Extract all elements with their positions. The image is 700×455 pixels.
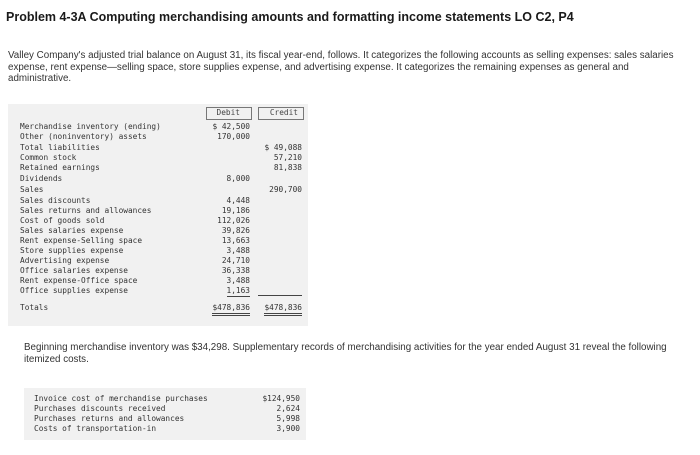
account-label: Cost of goods sold bbox=[20, 216, 105, 225]
page-title: Problem 4-3A Computing merchandising amounts and formatting income statements LO C2, P4 bbox=[6, 10, 574, 24]
account-label: Common stock bbox=[20, 153, 77, 162]
account-label: Retained earnings bbox=[20, 163, 100, 172]
supplementary-costs-table bbox=[24, 388, 306, 440]
account-label: Sales discounts bbox=[20, 196, 91, 205]
credit-amount: 57,210 bbox=[273, 153, 302, 162]
totals-row bbox=[8, 303, 308, 313]
table-row bbox=[8, 163, 308, 173]
list-item bbox=[24, 394, 306, 404]
account-label: Sales bbox=[20, 185, 44, 194]
cost-amount: $124,950 bbox=[262, 394, 300, 403]
table-row bbox=[8, 216, 308, 226]
account-label: Rent expense-Selling space bbox=[20, 236, 143, 245]
account-label: Sales salaries expense bbox=[20, 226, 124, 235]
debit-amount: 170,000 bbox=[217, 132, 250, 141]
debit-amount: 13,663 bbox=[221, 236, 250, 245]
table-row bbox=[8, 196, 308, 206]
account-label: Other (noninventory) assets bbox=[20, 132, 147, 141]
account-label: Dividends bbox=[20, 174, 63, 183]
account-label: Store supplies expense bbox=[20, 246, 124, 255]
account-label: Total liabilities bbox=[20, 143, 100, 152]
table-row bbox=[8, 153, 308, 163]
table-row bbox=[8, 206, 308, 216]
account-label: Merchandise inventory (ending) bbox=[20, 122, 161, 131]
account-label: Advertising expense bbox=[20, 256, 110, 265]
table-row bbox=[8, 256, 308, 266]
table-row bbox=[8, 266, 308, 276]
table-row bbox=[8, 174, 308, 184]
cost-label: Invoice cost of merchandise purchases bbox=[34, 394, 208, 403]
account-label: Office supplies expense bbox=[20, 286, 128, 295]
cost-label: Purchases discounts received bbox=[34, 404, 166, 413]
list-item bbox=[24, 404, 306, 414]
debit-amount: 1,163 bbox=[226, 286, 250, 295]
account-label: Sales returns and allowances bbox=[20, 206, 152, 215]
debit-amount: 4,448 bbox=[226, 196, 250, 205]
credit-amount: 81,838 bbox=[273, 163, 302, 172]
debit-amount: $ 42,500 bbox=[212, 122, 250, 131]
cost-amount: 5,998 bbox=[276, 414, 300, 423]
debit-amount: 3,488 bbox=[226, 276, 250, 285]
cost-amount: 2,624 bbox=[276, 404, 300, 413]
credit-total: $478,836 bbox=[264, 303, 302, 316]
credit-underline bbox=[258, 286, 302, 296]
debit-amount: 36,338 bbox=[221, 266, 250, 275]
debit-amount: 19,186 bbox=[221, 206, 250, 215]
debit-amount: 3,488 bbox=[226, 246, 250, 255]
credit-amount: 290,700 bbox=[269, 185, 302, 194]
cost-label: Costs of transportation-in bbox=[34, 424, 157, 433]
table-row bbox=[8, 143, 308, 153]
debit-amount: 24,710 bbox=[221, 256, 250, 265]
table-row bbox=[8, 122, 308, 132]
trial-balance-table bbox=[8, 104, 308, 326]
table-row bbox=[8, 226, 308, 236]
cost-amount: 3,900 bbox=[276, 424, 300, 433]
credit-column-header: Credit bbox=[269, 108, 298, 117]
table-row bbox=[8, 276, 308, 286]
table-row bbox=[8, 236, 308, 246]
supplementary-intro-text: Beginning merchandise inventory was $34,298. Supplementary records of merchandising activities for the year ended August 31 reveal the following itemized costs. bbox=[24, 342, 667, 365]
cost-label: Purchases returns and allowances bbox=[34, 414, 185, 423]
list-item bbox=[24, 414, 306, 424]
table-row bbox=[8, 185, 308, 195]
table-row bbox=[8, 246, 308, 256]
account-label: Office salaries expense bbox=[20, 266, 128, 275]
account-label: Rent expense-Office space bbox=[20, 276, 138, 285]
debit-amount: 112,026 bbox=[217, 216, 250, 225]
table-row bbox=[8, 132, 308, 142]
debit-amount: 8,000 bbox=[226, 174, 250, 183]
problem-intro-text: Valley Company's adjusted trial balance on August 31, its fiscal year-end, follows. It categorizes the following accounts as selling expenses: sales salaries expense, rent expense—selling space, store supplies expense, and advertising expense. It categorizes the remaining expenses as general and administrative. bbox=[8, 50, 674, 84]
list-item bbox=[24, 424, 306, 434]
table-row bbox=[8, 286, 308, 296]
debit-total: $478,836 bbox=[212, 303, 250, 316]
totals-label: Totals bbox=[20, 303, 49, 312]
debit-column-header: Debit bbox=[216, 108, 240, 117]
debit-amount: 39,826 bbox=[221, 226, 250, 235]
credit-amount: $ 49,088 bbox=[264, 143, 302, 152]
